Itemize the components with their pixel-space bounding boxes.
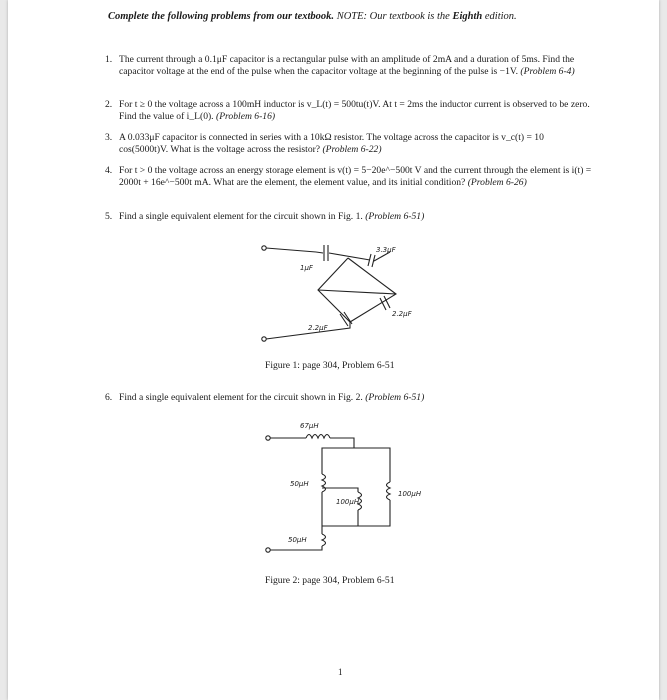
problem-text: A 0.033μF capacitor is connected in series with a 10kΩ resistor. The voltage across the capacitor is v_c(t) = 10 cos(5000t)V. What is the voltage across the resistor? (119, 132, 544, 155)
document-page (8, 0, 659, 700)
terminal-top (266, 436, 270, 440)
problem-item (105, 54, 595, 77)
problem-number: 1. (105, 54, 113, 65)
label-2p2uf-left: 2.2μF (308, 324, 328, 332)
inductor-67uh (306, 435, 330, 439)
inductor-50uh-upper (322, 474, 326, 492)
problem-text: For t ≥ 0 the voltage across a 100mH inductor is v_L(t) = 500tu(t)V. At t = 2ms the inductor current is observed to be zero. Find the value of i_L(0). (119, 99, 590, 122)
problem-number: 2. (105, 99, 113, 110)
problem-number: 3. (105, 132, 113, 143)
problem-item (105, 99, 595, 122)
label-67uh: 67μH (300, 422, 319, 430)
figure1-caption: Figure 1: page 304, Problem 6-51 (265, 360, 395, 371)
problem-text: The current through a 0.1μF capacitor is a rectangular pulse with an amplitude of 2mA and a duration of 5ms. Find the capacitor voltage at the end of the pulse when the capacitor voltage at the beginning of the pulse is −1V. (119, 54, 575, 77)
capacitor-2p2uf-right-plate-a (380, 298, 386, 310)
header-note: NOTE: Our textbook is the (336, 11, 450, 22)
label-3p3uf: 3.3μF (376, 246, 396, 254)
label-100uh-right: 100μH (398, 490, 422, 498)
problem-text: For t > 0 the voltage across an energy storage element is v(t) = 5−20e^−500t V and the current through the element is i(t) = 2000t + 16e^−500t mA. What are the element, the element value, and its initial condition? (119, 165, 592, 188)
problem-reference: (Problem 6-51) (365, 392, 425, 403)
header-edition: Eighth (452, 11, 483, 22)
problem-item (105, 132, 595, 155)
header-lead: Complete the following problems from our textbook. (108, 11, 335, 22)
inductor-100uh-right (387, 482, 391, 500)
inductor-50uh-lower (322, 534, 326, 546)
terminal-top (262, 246, 266, 250)
page-number: 1 (338, 667, 343, 677)
terminal-bottom (262, 337, 266, 341)
problem-reference: (Problem 6-51) (365, 211, 425, 222)
problem-number: 5. (105, 211, 113, 222)
problem-item (105, 392, 595, 404)
label-50uh-upper: 50μH (290, 480, 309, 488)
label-1uf: 1μF (300, 264, 313, 272)
problem-item (105, 165, 595, 188)
header-tail: edition. (484, 11, 517, 22)
problem-text: Find a single equivalent element for the circuit shown in Fig. 1. (119, 211, 363, 222)
problem-text: Find a single equivalent element for the circuit shown in Fig. 2. (119, 392, 363, 403)
problem-reference: (Problem 6-22) (322, 143, 382, 155)
figure2-caption: Figure 2: page 304, Problem 6-51 (265, 575, 395, 586)
figure2-circuit (262, 416, 432, 556)
problem-reference: (Problem 6-16) (216, 110, 276, 122)
problem-item (105, 211, 595, 223)
problem-number: 4. (105, 165, 113, 176)
problem-reference: (Problem 6-4) (520, 65, 575, 77)
label-100uh-middle: 100μH (336, 498, 360, 506)
label-50uh-lower: 50μH (288, 536, 307, 544)
terminal-bottom (266, 548, 270, 552)
problem-reference: (Problem 6-26) (467, 176, 527, 188)
problem-number: 6. (105, 392, 113, 403)
figure1-circuit (258, 238, 428, 348)
label-2p2uf-right: 2.2μF (392, 310, 412, 318)
instructions-header (108, 11, 608, 22)
